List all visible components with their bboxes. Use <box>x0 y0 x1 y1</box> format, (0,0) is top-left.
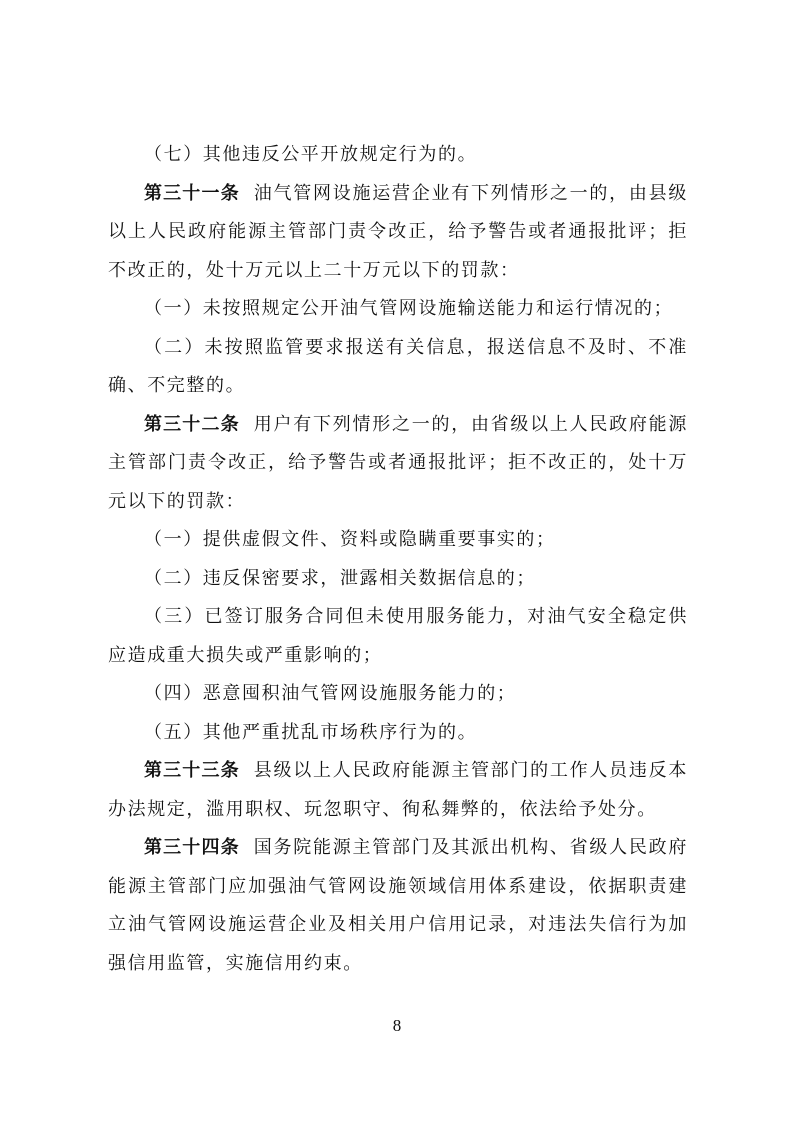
clause-paragraph: （三）已签订服务合同但未使用服务能力，对油气安全稳定供应造成重大损失或严重影响的； <box>108 606 688 666</box>
clause-paragraph: （四）恶意囤积油气管网设施服务能力的； <box>144 683 517 704</box>
article-text: 国务院能源主管部门及其派出机构、省级人民政府能源主管部门应加强油气管网设施领域信用体系建设，依据职责建立油气管网设施运营企业及相关用户信用记录，对违法失信行为加强信用监管，实施信用约束。 <box>108 837 688 974</box>
article-33 <box>108 752 688 829</box>
article-text: 油气管网设施运营企业有下列情形之一的，由县级以上人民政府能源主管部门责令改正，给予警告或者通报批评；拒不改正的，处十万元以上二十万元以下的罚款： <box>108 182 688 281</box>
clause-paragraph: （一）提供虚假文件、资料或隐瞒重要事实的； <box>144 529 556 550</box>
document-body <box>108 136 688 983</box>
clause-paragraph: （二）未按照监管要求报送有关信息，报送信息不及时、不准确、不完整的。 <box>108 336 688 396</box>
article-31 <box>108 175 688 291</box>
clause-paragraph: （一）未按照规定公开油气管网设施输送能力和运行情况的； <box>144 298 674 319</box>
article-text: 用户有下列情形之一的，由省级以上人民政府能源主管部门责令改正，给予警告或者通报批评；拒不改正的，处十万元以下的罚款： <box>108 413 688 512</box>
article-text: 县级以上人民政府能源主管部门的工作人员违反本办法规定，滥用职权、玩忽职守、徇私舞弊的，依法给予处分。 <box>108 760 688 820</box>
article-34 <box>108 829 688 983</box>
article-32 <box>108 406 688 522</box>
clause-paragraph: （五）其他严重扰乱市场秩序行为的。 <box>144 721 478 743</box>
article-heading: 第三十三条 <box>144 760 240 781</box>
clause-paragraph: （七）其他违反公平开放规定行为的。 <box>144 144 478 165</box>
page-number: 8 <box>392 1016 402 1035</box>
article-heading: 第三十四条 <box>144 837 240 858</box>
clause-paragraph: （二）违反保密要求，泄露相关数据信息的； <box>144 567 536 589</box>
article-heading: 第三十一条 <box>144 182 240 204</box>
article-heading: 第三十二条 <box>144 413 240 435</box>
